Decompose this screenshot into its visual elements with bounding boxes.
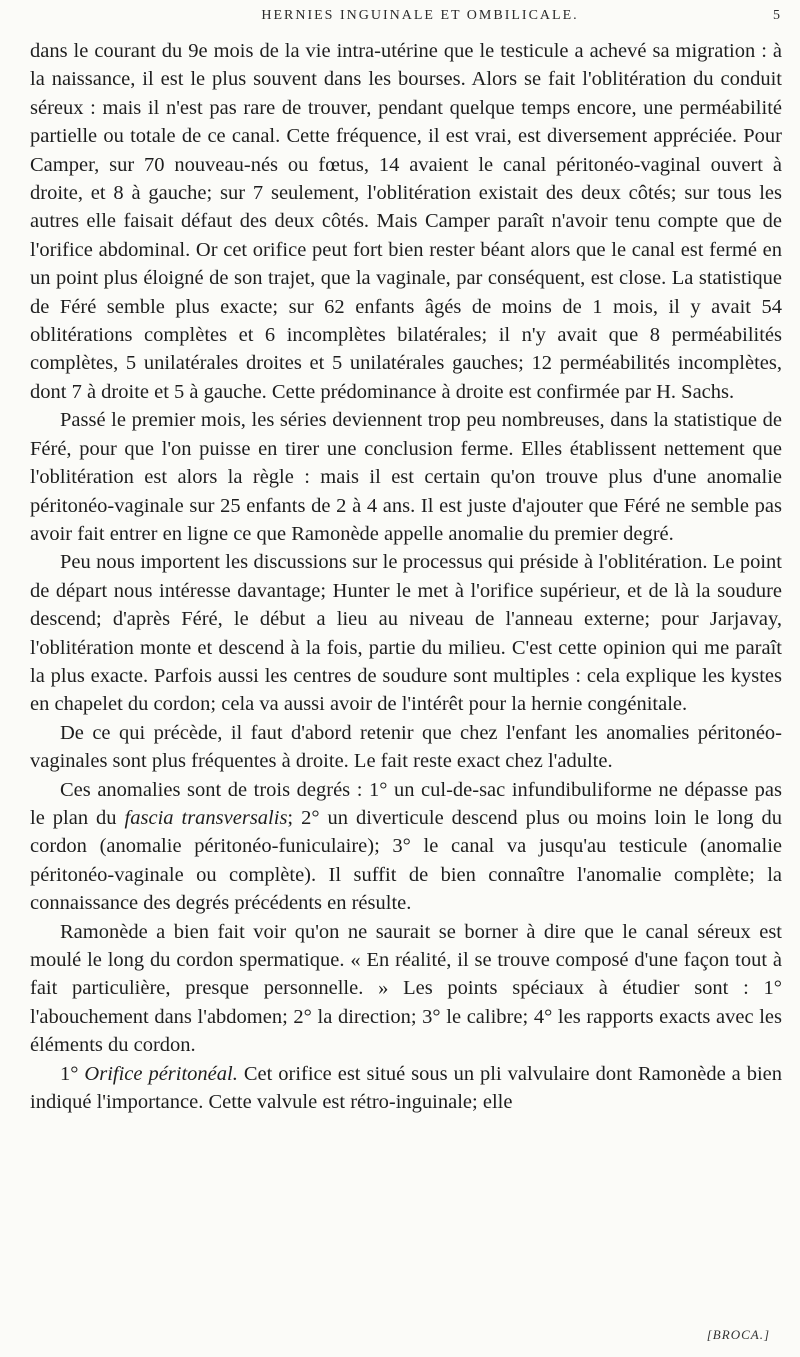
paragraph-6-text: Ramonède a bien fait voir qu'on ne saurait se borner à dire que le canal séreux est moulé le long du cordon spermatique. « En réalité, il se trouve composé d'une façon tout à fait particulière, presque personnelle. » Les points spéciaux à étudier sont : 1° l'abouchement dans l'abdomen; 2° la direction; 3° le calibre; 4° les rapports exacts avec les éléments du cordon. (30, 920, 782, 1057)
paragraph-6 (30, 918, 782, 1060)
paragraph-1 (30, 37, 782, 406)
paragraph-5 (30, 776, 782, 918)
paragraph-2-text: Passé le premier mois, les séries deviennent trop peu nombreuses, dans la statistique de Féré, pour que l'on puisse en tirer une conclusion ferme. Elles établissent nettement que l'oblitération est alors la règle : mais il est certain qu'on trouve plus d'une anomalie péritonéo-vaginale sur 25 enfants de 2 à 4 ans. Il est juste d'ajouter que Féré ne semble pas avoir fait entrer en ligne ce que Ramonède appelle anomalie du premier degré. (30, 409, 782, 545)
paragraph-7-italic-heading: Orifice péritonéal. (84, 1062, 238, 1085)
paragraph-5-text-start: Ces anomalies sont de trois degrés : 1° un cul-de-sac infundibuliforme ne dépasse pas le plan du (30, 778, 782, 829)
paragraph-7-text-start: 1° (60, 1062, 85, 1085)
paragraph-1-text: dans le courant du 9e mois de la vie intra-utérine que le testicule a achevé sa migration : à la naissance, il est le plus souvent dans les bourses. Alors se fait l'oblitération du conduit séreux : mais il n'est pas rare de trouver, pendant quelque temps encore, une perméabilité partielle ou totale de ce canal. Cette fréquence, il est vrai, est diversement appréciée. Pour Camper, sur 70 nouveau-nés ou fœtus, 14 avaient le canal péritonéo-vaginal ouvert à droite, et 8 à gauche; sur 7 seulement, l'oblitération existait des deux côtés; sur tous les autres elle faisait défaut des deux côtés. Mais Camper paraît n'avoir tenu compte que de l'orifice abdominal. Or cet orifice peut fort bien rester béant alors que le canal est fermé en un point plus éloigné de son trajet, que la vaginale, par conséquent, est close. La statistique de Féré semble plus exacte; sur 62 enfants âgés de moins de 1 mois, il y avait 54 oblitérations complètes et 6 incomplètes bilatérales; il n'y avait que 8 perméabilités complètes, 5 unilatérales droites et 5 unilatérales gauches; 12 perméabilités incomplètes, dont 7 à droite et 5 à gauche. Cette prédominance à droite est confirmée par H. Sachs. (30, 40, 782, 403)
paragraph-7-text-end: Cet orifice est situé sous un pli valvulaire dont Ramonède a bien indiqué l'importance. Cette valvule est rétro-inguinale; elle (30, 1062, 782, 1114)
page-number: 5 (773, 8, 780, 23)
paragraph-7 (30, 1060, 782, 1117)
paragraph-5-italic-term: fascia transversalis (124, 806, 288, 829)
body-text (30, 37, 782, 1116)
paragraph-5-text-end: ; 2° un diverticule descend plus ou moins loin le long du cordon (anomalie péritonéo-funiculaire); 3° le canal va jusqu'au testicule (anomalie péritonéo-vaginale ou complète). Il suffit de bien connaître l'anomalie complète; la connaissance des degrés précédents en résulte. (30, 806, 782, 915)
paragraph-4-text: De ce qui précède, il faut d'abord retenir que chez l'enfant les anomalies péritonéo-vaginales sont plus fréquentes à droite. Le fait reste exact chez l'adulte. (30, 721, 782, 773)
running-title: HERNIES INGUINALE ET OMBILICALE. (261, 8, 579, 23)
running-head (60, 8, 780, 34)
paragraph-3 (30, 548, 782, 718)
signature-mark: [BROCA.] (706, 1327, 770, 1342)
paragraph-3-text: Peu nous importent les discussions sur le processus qui préside à l'oblitération. Le point de départ nous intéresse davantage; Hunter le met à l'orifice supérieur, et de là la soudure descend; d'après Féré, le début a lieu au niveau de l'anneau externe; pour Jarjavay, l'oblitération monte et descend à la fois, partie du milieu. C'est cette opinion qui me paraît la plus exacte. Parfois aussi les centres de soudure sont multiples : cela explique les kystes en chapelet du cordon; cela va aussi avoir de l'intérêt pour la hernie congénitale. (30, 551, 782, 716)
paragraph-2 (30, 406, 782, 548)
paragraph-4 (30, 719, 782, 776)
